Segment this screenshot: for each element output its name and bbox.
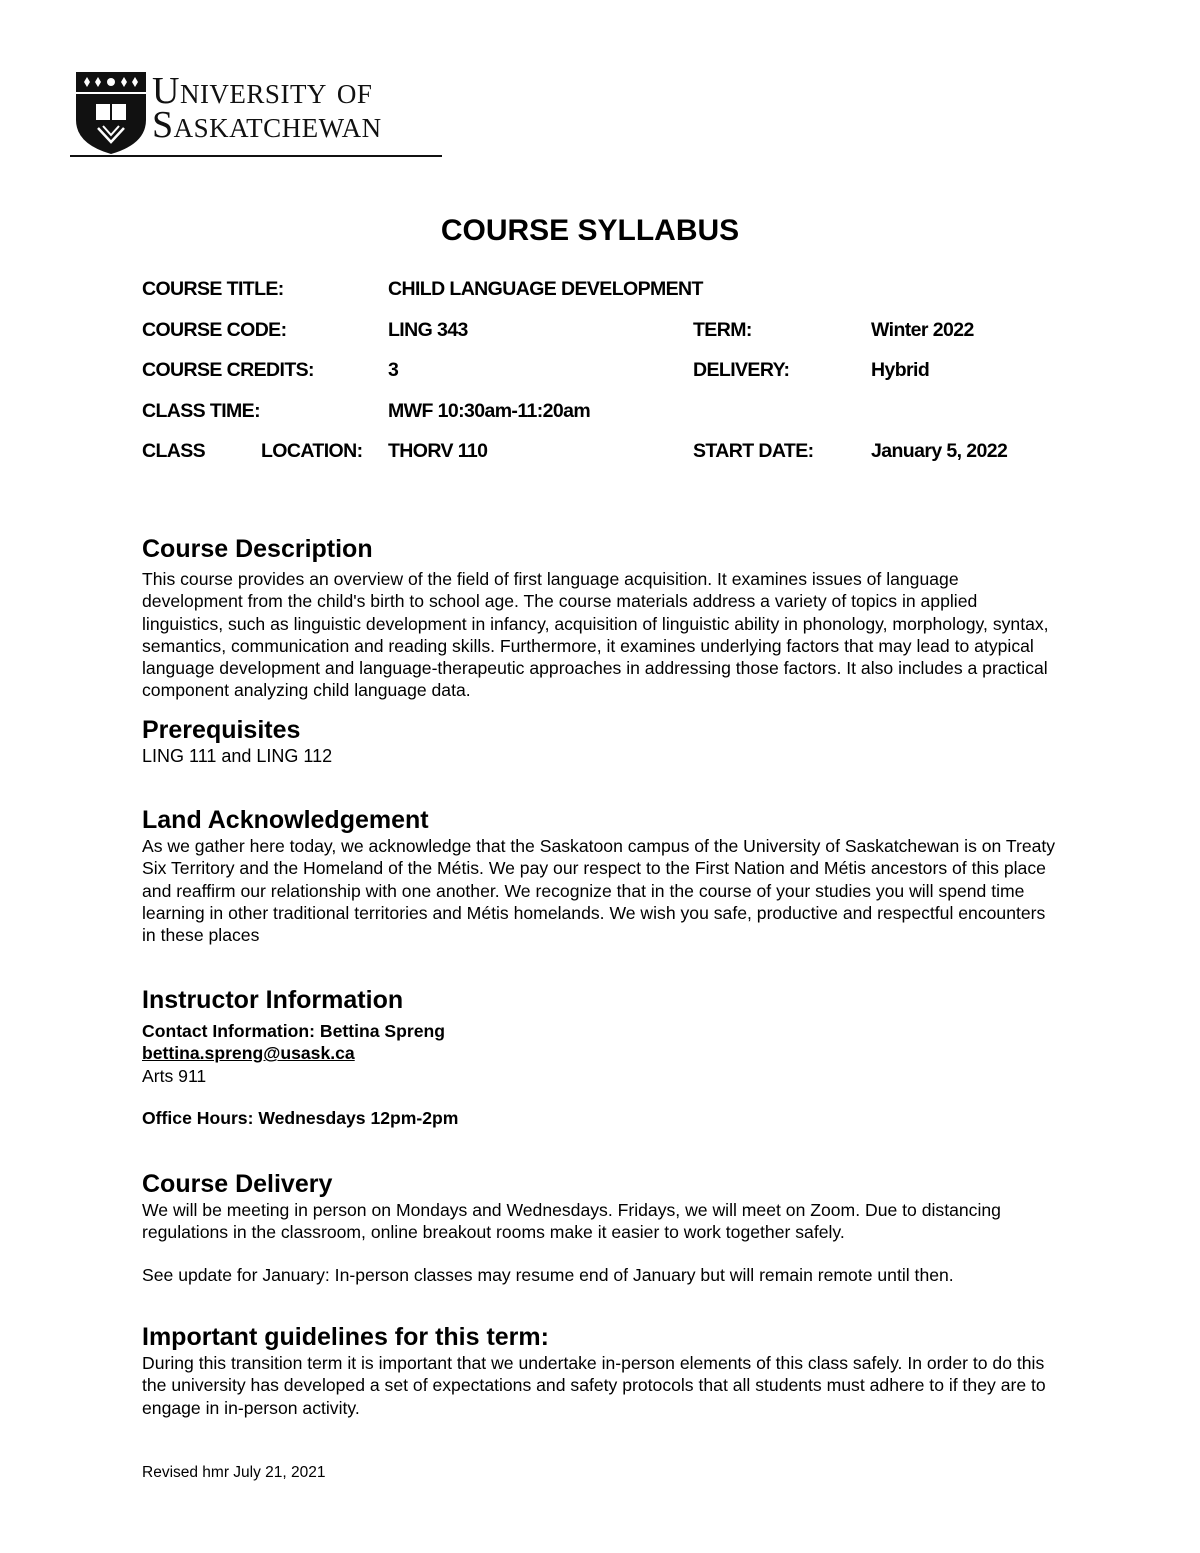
meta-row-time xyxy=(142,400,1042,441)
location-label-class: CLASS xyxy=(142,440,206,462)
location-value: THORV 110 xyxy=(388,440,488,462)
class-time-value: MWF 10:30am-11:20am xyxy=(388,399,591,422)
course-title-label: COURSE TITLE: xyxy=(142,278,284,300)
term-value: Winter 2022 xyxy=(871,318,974,341)
university-crest-icon xyxy=(76,72,146,154)
instructor-heading: Instructor Information xyxy=(142,986,404,1014)
delivery-value: Hybrid xyxy=(871,359,930,381)
term-label: TERM: xyxy=(693,318,752,341)
credits-label: COURSE CREDITS: xyxy=(142,359,314,381)
course-description-heading: Course Description xyxy=(142,535,373,563)
class-time-label: CLASS TIME: xyxy=(142,399,260,422)
guidelines-heading: Important guidelines for this term: xyxy=(142,1323,549,1351)
course-description-section xyxy=(142,534,1062,702)
start-date-label: START DATE: xyxy=(693,440,814,462)
instructor-email-link[interactable]: bettina.spreng@usask.ca xyxy=(142,1043,355,1064)
guidelines-section xyxy=(142,1322,1062,1419)
location-label-location: LOCATION: xyxy=(261,440,363,462)
revision-footer: Revised hmr July 21, 2021 xyxy=(142,1464,326,1481)
course-code-label: COURSE CODE: xyxy=(142,318,287,341)
course-delivery-section xyxy=(142,1169,1062,1286)
land-acknowledgement-section xyxy=(142,805,1062,946)
prerequisites-heading: Prerequisites xyxy=(142,716,301,744)
meta-row-location xyxy=(142,440,1042,481)
instructor-office: Arts 911 xyxy=(142,1065,207,1086)
meta-row-code xyxy=(142,319,1042,360)
course-delivery-body-1: We will be meeting in person on Mondays and Wednesdays. Fridays, we will meet on Zoom. Due to distancing regulations in the classroom, online breakout rooms make it easier to work together safely. xyxy=(142,1200,1001,1243)
credits-value: 3 xyxy=(388,359,399,381)
wordmark-line-2: Saskatchewan xyxy=(152,104,382,146)
instructor-section xyxy=(142,985,1062,1129)
logo-divider xyxy=(70,155,442,157)
course-title-value: CHILD LANGUAGE DEVELOPMENT xyxy=(388,278,703,300)
start-date-value: January 5, 2022 xyxy=(871,440,1008,462)
land-acknowledgement-heading: Land Acknowledgement xyxy=(142,806,429,834)
course-delivery-heading: Course Delivery xyxy=(142,1170,333,1198)
meta-row-credits xyxy=(142,359,1042,400)
course-meta-table xyxy=(142,278,1042,481)
university-logo xyxy=(70,70,442,158)
meta-row-title xyxy=(142,278,1042,319)
delivery-label: DELIVERY: xyxy=(693,359,790,381)
university-wordmark xyxy=(152,70,382,146)
prerequisites-body: LING 111 and LING 112 xyxy=(142,746,333,766)
land-acknowledgement-body: As we gather here today, we acknowledge that the Saskatoon campus of the University of Saskatchewan is on Treaty Six Territory and the Homeland of the Métis. We pay our respect to the First Nation and Métis ancestors of this place and reaffirm our relationship with one another. We recognize that in the course of your studies you will spend time learning in other traditional territories and Métis homelands. We wish you safe, productive and respectful encounters in these places xyxy=(142,836,1056,946)
course-description-body: This course provides an overview of the field of first language acquisition. It examines issues of language development from the child's birth to school age. The course materials address a variety of topics in applied linguistics, such as linguistic development in infancy, acquisition of linguistic ability in phonology, morphology, syntax, semantics, communication and reading skills. Furthermore, it examines underlying factors that may lead to atypical language development and language-therapeutic approaches in addressing those factors. It also includes a practical component analyzing child language data. xyxy=(142,569,1049,701)
page-title: COURSE SYLLABUS xyxy=(440,214,740,247)
course-delivery-body-2: See update for January: In-person classes may resume end of January but will remain remote until then. xyxy=(142,1264,954,1285)
guidelines-body: During this transition term it is important that we undertake in-person elements of this class safely. In order to do this the university has developed a set of expectations and safety protocols that all students must adhere to if they are to engage in in-person activity. xyxy=(142,1353,1046,1418)
instructor-contact: Contact Information: Bettina Spreng xyxy=(142,1021,446,1041)
office-hours: Office Hours: Wednesdays 12pm-2pm xyxy=(142,1107,459,1128)
prerequisites-section xyxy=(142,715,1062,767)
wordmark-line-1: University of xyxy=(152,70,373,112)
course-code-value: LING 343 xyxy=(388,318,468,341)
